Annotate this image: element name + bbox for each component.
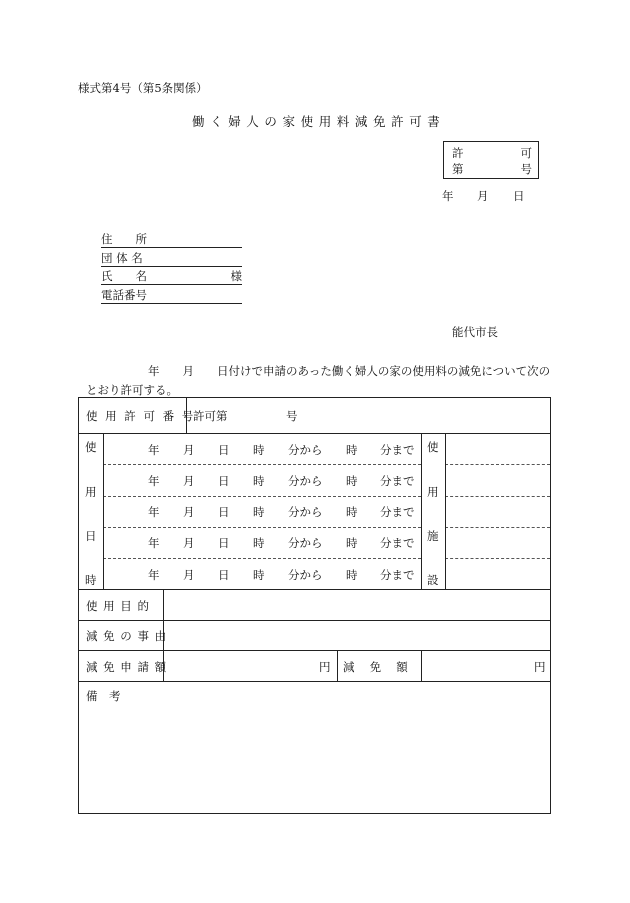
document-title: 働く婦人の家使用料減免許可書	[192, 114, 446, 129]
name-line	[101, 268, 242, 285]
remarks-label: 備 考	[86, 689, 121, 703]
facility-label-2: 用	[427, 485, 439, 499]
facility-label-4: 設	[427, 573, 439, 587]
reduction-yen-unit: 円	[534, 660, 546, 674]
issue-year-unit: 年	[442, 189, 454, 203]
permit-box-top-left: 許	[452, 146, 464, 160]
group-line	[101, 250, 242, 267]
permit-number-suffix: 号	[286, 409, 298, 423]
permit-box-top-right: 可	[520, 146, 532, 160]
group-label: 団 体 名	[101, 251, 143, 265]
phone-line	[101, 287, 242, 304]
address-label: 住 所	[101, 232, 147, 246]
usage-datetime-label-1: 使	[85, 440, 97, 454]
facility-label-3: 施	[427, 529, 439, 543]
name-label: 氏 名	[101, 269, 147, 283]
permit-number-prefix: 許可第	[193, 409, 228, 423]
usage-datetime-label-4: 時	[85, 573, 97, 587]
permit-number-box	[443, 141, 539, 179]
reason-label: 減 免 の 事 由	[86, 629, 168, 643]
permit-number-label: 使 用 許 可 番 号	[86, 409, 196, 423]
usage-datetime-label-3: 日	[85, 529, 97, 543]
address-line	[101, 231, 242, 248]
issue-day-unit: 日	[513, 189, 525, 203]
issuer: 能代市長	[452, 325, 498, 339]
requested-amount-label: 減 免 申 請 額	[86, 660, 168, 674]
permit-box-bottom-left: 第	[452, 162, 464, 176]
purpose-label: 使 用 目 的	[86, 599, 150, 613]
facility-label-1: 使	[427, 440, 439, 454]
issue-month-unit: 月	[477, 189, 489, 203]
body-text: 年 月 日付けで申請のあった働く婦人の家の使用料の減免について次のとおり許可する。	[86, 364, 551, 397]
form-number: 様式第4号（第5条関係）	[78, 81, 208, 95]
honorific: 様	[230, 269, 242, 283]
requested-yen-unit: 円	[319, 660, 331, 674]
phone-label: 電話番号	[101, 288, 147, 302]
permit-box-bottom-right: 号	[520, 162, 532, 176]
permit-table: 使 用 許 可 番 号 許可第 号 使 用 日 時 使 用 施 設 年 月 日 時 分から 時 分まで 年 月 日 時 分から 時 分まで 年 月 日 時 分から 時 分まで 年 月 日 時 分から 時 分まで 年 月 日 時 分から 時 分まで 使 用 目 的 減 免 の 事 由 減 免 申 請 額 円 減 免 額 円 備 考	[78, 397, 551, 814]
reduction-amount-label: 減 免 額	[343, 660, 408, 674]
usage-datetime-label-2: 用	[85, 485, 97, 499]
